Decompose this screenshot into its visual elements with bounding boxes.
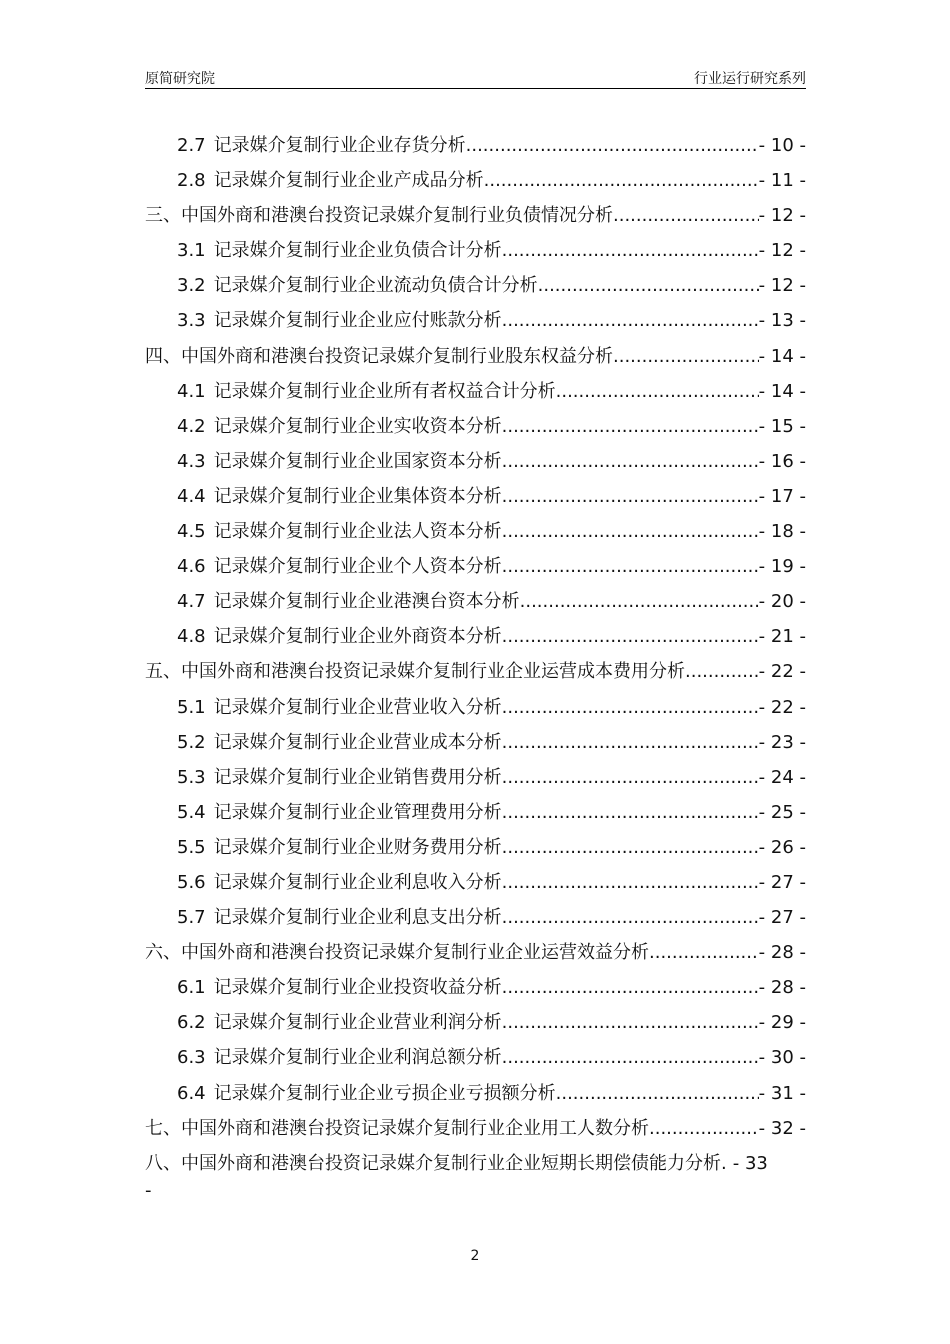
toc-entry-page: - 26 - bbox=[758, 836, 806, 858]
toc-entry-number: 6.4 bbox=[177, 1082, 206, 1104]
toc-entry[interactable] bbox=[145, 795, 806, 830]
toc-entry-title: 记录媒介复制行业企业实收资本分析 bbox=[213, 415, 502, 437]
toc-entry-title: 记录媒介复制行业企业营业利润分析 bbox=[213, 1012, 502, 1034]
toc-entry[interactable] bbox=[145, 339, 806, 374]
toc-dot-leader bbox=[502, 514, 759, 549]
toc-dot-leader bbox=[502, 233, 759, 268]
toc-dot-leader bbox=[613, 339, 759, 374]
toc-dot-leader bbox=[502, 1040, 759, 1075]
toc-dot-leader bbox=[466, 128, 759, 163]
toc-entry-page: - 13 - bbox=[758, 310, 806, 332]
toc-entry-page: - 29 - bbox=[758, 1012, 806, 1034]
toc-entry-number: 6.2 bbox=[177, 1012, 206, 1034]
toc-entry-number: 5.4 bbox=[177, 801, 206, 823]
toc-dot-leader bbox=[685, 654, 759, 689]
toc-entry-page: - 31 - bbox=[758, 1082, 806, 1104]
toc-dot-leader bbox=[649, 935, 759, 970]
toc-dot-leader bbox=[502, 690, 759, 725]
toc-entry-page: - 21 - bbox=[758, 626, 806, 648]
toc-entry-title: 六、中国外商和港澳台投资记录媒介复制行业企业运营效益分析 bbox=[145, 942, 649, 964]
toc-dot-leader bbox=[502, 479, 759, 514]
toc-entry[interactable] bbox=[145, 374, 806, 409]
toc-entry-page: - 12 - bbox=[758, 240, 806, 262]
toc-entry-page: - 28 - bbox=[758, 942, 806, 964]
page-header bbox=[145, 66, 806, 89]
toc-entry-page: - 33 bbox=[732, 1152, 768, 1174]
toc-entry-title: 记录媒介复制行业企业负债合计分析 bbox=[213, 240, 502, 262]
toc-entry-title: 五、中国外商和港澳台投资记录媒介复制行业企业运营成本费用分析 bbox=[145, 661, 685, 683]
toc-entry-number: 3.1 bbox=[177, 240, 206, 262]
toc-entry-page: - 19 - bbox=[758, 556, 806, 578]
toc-entry-page: - 24 - bbox=[758, 766, 806, 788]
toc-entry-number: 4.4 bbox=[177, 485, 206, 507]
toc-entry-page: - 16 - bbox=[758, 450, 806, 472]
toc-entry[interactable] bbox=[145, 549, 806, 584]
toc-entry-page: - 15 - bbox=[758, 415, 806, 437]
toc-entry[interactable] bbox=[145, 584, 806, 619]
toc-entry-title: 记录媒介复制行业企业个人资本分析 bbox=[213, 556, 502, 578]
toc-entry-number: 5.6 bbox=[177, 871, 206, 893]
toc-entry-title: 记录媒介复制行业企业外商资本分析 bbox=[213, 626, 502, 648]
toc-entry-number: 4.2 bbox=[177, 415, 206, 437]
toc-entry-title: 记录媒介复制行业企业营业收入分析 bbox=[213, 696, 502, 718]
toc-entry-page: - 22 - bbox=[758, 696, 806, 718]
toc-dot-leader bbox=[502, 549, 759, 584]
toc-entry[interactable] bbox=[145, 935, 806, 970]
toc-entry[interactable] bbox=[145, 444, 806, 479]
toc-entry-title: 记录媒介复制行业企业法人资本分析 bbox=[213, 521, 502, 543]
toc-entry-title: 记录媒介复制行业企业港澳台资本分析 bbox=[213, 591, 520, 613]
toc-entry-page: - 17 - bbox=[758, 485, 806, 507]
header-org-name: 原简研究院 bbox=[145, 71, 215, 87]
toc-entry-title: 记录媒介复制行业企业利息支出分析 bbox=[213, 907, 502, 929]
toc-entry-number: 5.1 bbox=[177, 696, 206, 718]
toc-entry[interactable] bbox=[145, 479, 806, 514]
toc-dot-leader bbox=[502, 830, 759, 865]
toc-entry-title: 三、中国外商和港澳台投资记录媒介复制行业负债情况分析 bbox=[145, 205, 613, 227]
toc-entry-title: 记录媒介复制行业企业产成品分析 bbox=[213, 170, 484, 192]
toc-entry-number: 3.3 bbox=[177, 310, 206, 332]
toc-entry-title: 记录媒介复制行业企业所有者权益合计分析 bbox=[213, 380, 556, 402]
toc-dot-leader bbox=[502, 970, 759, 1005]
toc-entry-page: - 10 - bbox=[758, 135, 806, 156]
toc-entry[interactable] bbox=[145, 970, 806, 1005]
toc-entry[interactable] bbox=[145, 725, 806, 760]
toc-entry[interactable] bbox=[145, 1111, 806, 1146]
toc-entry-number: 2.8 bbox=[177, 170, 206, 192]
toc-entry-number: 5.5 bbox=[177, 836, 206, 858]
toc-entry-page: - 28 - bbox=[758, 977, 806, 999]
toc-entry-number: 5.3 bbox=[177, 766, 206, 788]
toc-entry-page: - 23 - bbox=[758, 731, 806, 753]
toc-dot-leader bbox=[613, 198, 759, 233]
toc-entry-number: 2.7 bbox=[177, 135, 206, 156]
toc-entry[interactable] bbox=[145, 514, 806, 549]
toc-dot-leader bbox=[502, 865, 759, 900]
toc-entry-number: 3.2 bbox=[177, 275, 206, 297]
page-number: 2 bbox=[470, 1248, 480, 1264]
toc-entry-title: 记录媒介复制行业企业营业成本分析 bbox=[213, 731, 502, 753]
toc-entry-page: - 12 - bbox=[758, 275, 806, 297]
toc-entry-number: 4.6 bbox=[177, 556, 206, 578]
toc-entry-title: 记录媒介复制行业企业集体资本分析 bbox=[213, 485, 502, 507]
toc-dot-leader bbox=[520, 584, 759, 619]
toc-dot-leader bbox=[556, 1076, 759, 1111]
toc-entry[interactable] bbox=[145, 1146, 806, 1181]
toc-entry[interactable] bbox=[145, 830, 806, 865]
toc-entry[interactable] bbox=[145, 690, 806, 725]
toc-dot-leader bbox=[649, 1111, 759, 1146]
toc-dot-leader bbox=[502, 444, 759, 479]
toc-entry-title: 记录媒介复制行业企业管理费用分析 bbox=[213, 801, 502, 823]
toc-dot-leader bbox=[484, 163, 759, 198]
toc-entry[interactable] bbox=[145, 1040, 806, 1075]
toc-entry[interactable] bbox=[145, 233, 806, 268]
toc-entry[interactable] bbox=[145, 654, 806, 689]
toc-entry[interactable] bbox=[145, 1005, 806, 1040]
toc-dot-leader bbox=[721, 1146, 727, 1181]
toc-entry[interactable] bbox=[145, 760, 806, 795]
toc-entry-page: - 14 - bbox=[758, 380, 806, 402]
toc-entry-page: - 20 - bbox=[758, 591, 806, 613]
toc-dot-leader bbox=[502, 760, 759, 795]
toc-entry-title: 记录媒介复制行业企业利息收入分析 bbox=[213, 871, 502, 893]
toc-entry-number: 4.1 bbox=[177, 380, 206, 402]
toc-entry-title: 四、中国外商和港澳台投资记录媒介复制行业股东权益分析 bbox=[145, 345, 613, 367]
toc-dot-leader bbox=[502, 619, 759, 654]
toc-entry[interactable] bbox=[145, 198, 806, 233]
toc-entry-page: - 18 - bbox=[758, 521, 806, 543]
toc-entry-title: 记录媒介复制行业企业投资收益分析 bbox=[213, 977, 502, 999]
toc-entry-page: - 27 - bbox=[758, 871, 806, 893]
toc-entry-title: 记录媒介复制行业企业亏损企业亏损额分析 bbox=[213, 1082, 556, 1104]
toc-dot-leader bbox=[502, 409, 759, 444]
toc-entry[interactable] bbox=[145, 128, 806, 163]
toc-entry[interactable] bbox=[145, 865, 806, 900]
toc-entry-page: - 11 - bbox=[758, 170, 806, 192]
toc-entry[interactable] bbox=[145, 1076, 806, 1111]
toc-entry-number: 6.3 bbox=[177, 1047, 206, 1069]
toc-entry-page-tail: - bbox=[145, 1179, 152, 1201]
toc-entry-page: - 27 - bbox=[758, 907, 806, 929]
toc-entry-title: 记录媒介复制行业企业利润总额分析 bbox=[213, 1047, 502, 1069]
toc-entry[interactable] bbox=[145, 900, 806, 935]
toc-entry-number: 4.5 bbox=[177, 521, 206, 543]
toc-entry-title: 记录媒介复制行业企业应付账款分析 bbox=[213, 310, 502, 332]
toc-entry-page: - 30 - bbox=[758, 1047, 806, 1069]
toc-entry[interactable] bbox=[145, 268, 806, 303]
toc-entry[interactable] bbox=[145, 163, 806, 198]
toc-entry-title: 七、中国外商和港澳台投资记录媒介复制行业企业用工人数分析 bbox=[145, 1117, 649, 1139]
toc-entry-number: 4.3 bbox=[177, 450, 206, 472]
table-of-contents bbox=[145, 128, 806, 1216]
toc-entry-number: 4.8 bbox=[177, 626, 206, 648]
toc-entry-title: 记录媒介复制行业企业销售费用分析 bbox=[213, 766, 502, 788]
toc-entry[interactable] bbox=[145, 619, 806, 654]
toc-dot-leader bbox=[538, 268, 759, 303]
toc-entry-number: 4.7 bbox=[177, 591, 206, 613]
toc-dot-leader bbox=[502, 900, 759, 935]
toc-entry-page: - 32 - bbox=[758, 1117, 806, 1139]
toc-entry-title: 记录媒介复制行业企业财务费用分析 bbox=[213, 836, 502, 858]
toc-entry-title: 八、中国外商和港澳台投资记录媒介复制行业企业短期长期偿债能力分析 bbox=[145, 1152, 721, 1174]
toc-entry-number: 5.7 bbox=[177, 907, 206, 929]
toc-dot-leader bbox=[502, 1005, 759, 1040]
toc-dot-leader bbox=[556, 374, 759, 409]
toc-entry-title: 记录媒介复制行业企业存货分析 bbox=[213, 135, 466, 156]
header-series-name: 行业运行研究系列 bbox=[694, 71, 806, 87]
toc-entry-page: - 22 - bbox=[758, 661, 806, 683]
toc-dot-leader bbox=[502, 725, 759, 760]
toc-entry-number: 6.1 bbox=[177, 977, 206, 999]
toc-entry-page: - 12 - bbox=[758, 205, 806, 227]
toc-entry-title: 记录媒介复制行业企业流动负债合计分析 bbox=[213, 275, 538, 297]
toc-entry-page: - 25 - bbox=[758, 801, 806, 823]
toc-dot-leader bbox=[502, 303, 759, 338]
toc-dot-leader bbox=[502, 795, 759, 830]
toc-entry[interactable] bbox=[145, 409, 806, 444]
toc-entry-title: 记录媒介复制行业企业国家资本分析 bbox=[213, 450, 502, 472]
toc-entry[interactable] bbox=[145, 303, 806, 338]
toc-entry-page: - 14 - bbox=[758, 345, 806, 367]
toc-entry-number: 5.2 bbox=[177, 731, 206, 753]
